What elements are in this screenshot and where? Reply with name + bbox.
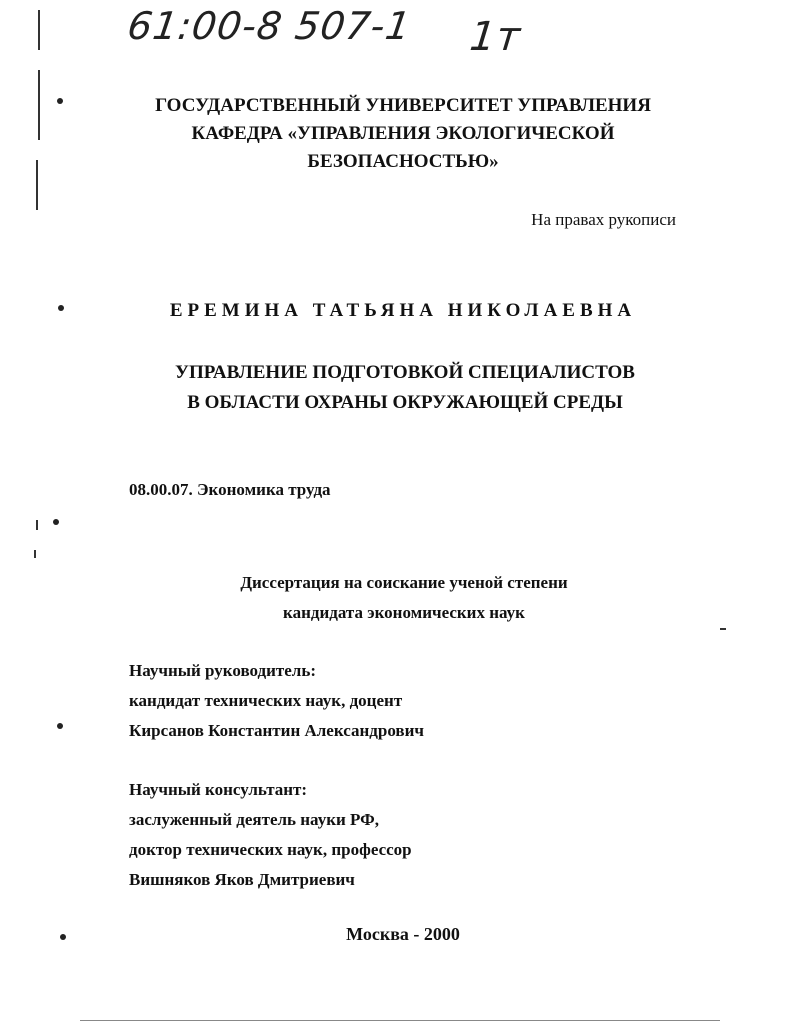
institution-line: ГОСУДАРСТВЕННЫЙ УНИВЕРСИТЕТ УПРАВЛЕНИЯ bbox=[155, 95, 651, 116]
punch-hole-mark bbox=[57, 723, 63, 729]
rights-note: На правах рукописи bbox=[531, 210, 676, 229]
consultant-line: доктор технических наук, профессор bbox=[129, 840, 412, 859]
degree-line: кандидата экономических наук bbox=[283, 603, 525, 622]
binding-edge-mark bbox=[36, 520, 38, 530]
handwritten-catalog-code: 61:00-8 507-1 bbox=[124, 4, 414, 48]
degree-statement bbox=[0, 568, 798, 628]
binding-edge-mark bbox=[34, 550, 36, 558]
supervisor-line: Кирсанов Константин Александрович bbox=[129, 721, 424, 740]
bottom-edge-line bbox=[80, 1020, 720, 1021]
institution-header bbox=[4, 92, 798, 176]
scan-speck bbox=[720, 628, 726, 630]
author-name: ЕРЕМИНА ТАТЬЯНА НИКОЛАЕВНА bbox=[169, 300, 637, 321]
city-year: Москва - 2000 bbox=[346, 924, 460, 944]
supervisor-line: кандидат технических наук, доцент bbox=[129, 691, 403, 710]
degree-line: Диссертация на соискание ученой степени bbox=[240, 573, 568, 592]
institution-line: КАФЕДРА «УПРАВЛЕНИЯ ЭКОЛОГИЧЕСКОЙ bbox=[191, 123, 615, 144]
supervisor-line: Научный руководитель: bbox=[129, 661, 316, 680]
specialty-code: 08.00.07. Экономика труда bbox=[129, 480, 331, 499]
binding-edge-mark bbox=[38, 10, 40, 50]
dissertation-title bbox=[6, 358, 798, 418]
supervisor-block bbox=[129, 656, 424, 746]
consultant-line: Научный консультант: bbox=[129, 780, 308, 799]
consultant-line: Вишняков Яков Дмитриевич bbox=[129, 870, 355, 889]
title-line: В ОБЛАСТИ ОХРАНЫ ОКРУЖАЮЩЕЙ СРЕДЫ bbox=[187, 392, 623, 413]
consultant-line: заслуженный деятель науки РФ, bbox=[129, 810, 379, 829]
handwritten-copy-mark: 1т bbox=[467, 14, 524, 60]
title-line: УПРАВЛЕНИЕ ПОДГОТОВКОЙ СПЕЦИАЛИСТОВ bbox=[175, 362, 635, 383]
consultant-block bbox=[129, 775, 412, 895]
institution-line: БЕЗОПАСНОСТЬЮ» bbox=[307, 151, 499, 172]
punch-hole-mark bbox=[53, 519, 59, 525]
